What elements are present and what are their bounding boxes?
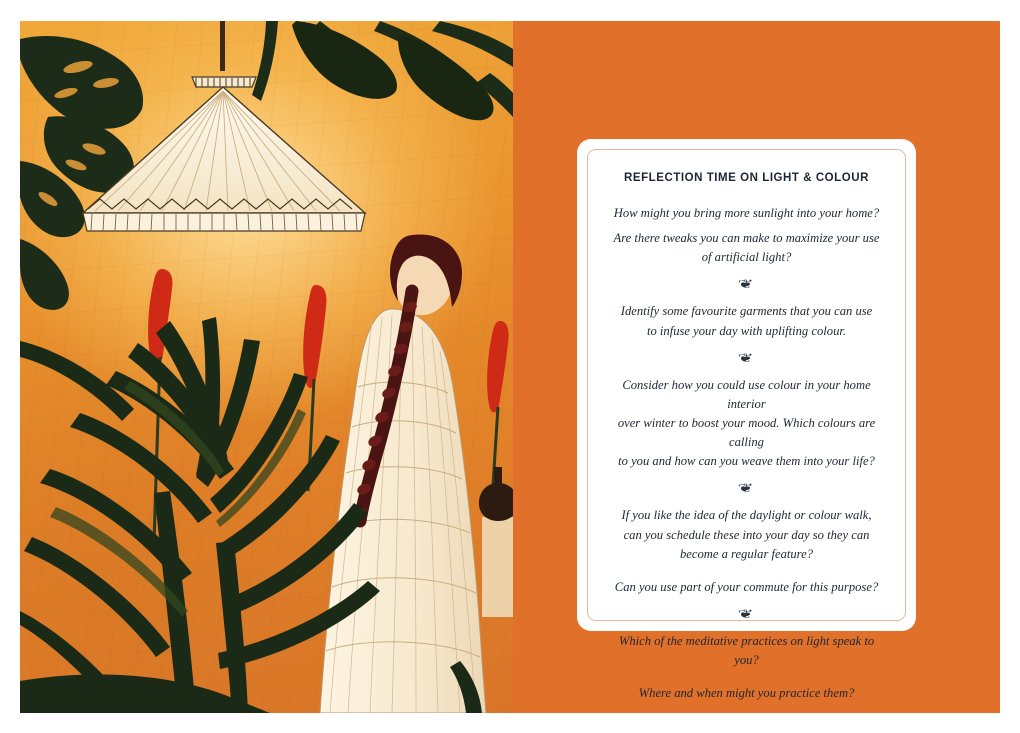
- question-line: Can you use part of your commute for this purpose?: [614, 579, 879, 594]
- question-line: How might you bring more sunlight into your home?: [613, 206, 880, 220]
- question-line: over winter to boost your mood. Which colours are calling: [617, 415, 876, 450]
- question-line: to infuse your day with uplifting colour.: [646, 323, 847, 338]
- card-title: REFLECTION TIME ON LIGHT & COLOUR: [624, 172, 869, 184]
- ornament-glyph: ❦: [737, 606, 756, 621]
- side-table-vase: [479, 467, 513, 617]
- ornament-divider: [604, 278, 889, 290]
- ornament-glyph: ❦: [737, 277, 756, 292]
- ornament-divider: [604, 482, 889, 494]
- question-group-2: [608, 302, 885, 340]
- question-line: become a regular feature?: [679, 546, 813, 561]
- illustration-panel: [20, 21, 513, 713]
- question-line: If you like the idea of the daylight or colour walk,: [621, 508, 872, 523]
- reflection-card-inner: [587, 149, 906, 701]
- spacer: [608, 570, 885, 578]
- spacer: [608, 676, 885, 684]
- ornament-divider: [604, 352, 889, 364]
- woman-figure: [320, 234, 486, 713]
- question-group-5: [608, 632, 885, 703]
- question-line: Where and when might you practice them?: [638, 686, 855, 701]
- question-line: Identify some favourite garments that you can use: [620, 304, 873, 319]
- illustration-artwork: [20, 21, 513, 713]
- ornament-glyph: ❦: [737, 481, 756, 496]
- question-group-3: [608, 376, 885, 472]
- question-line: Are there tweaks you can make to maximize your use: [613, 231, 880, 246]
- question-line: Consider how you could use colour in your home interior: [622, 377, 871, 411]
- question-line: of artificial light?: [701, 250, 792, 265]
- question-group-1: [608, 204, 885, 267]
- question-line: to you and how can you weave them into your life?: [618, 454, 875, 469]
- question-line: can you schedule these into your day so they can: [623, 527, 870, 542]
- question-group-4: [608, 506, 885, 597]
- reflection-card: [577, 139, 916, 701]
- question-line: Which of the meditative practices on light speak to you?: [618, 633, 875, 668]
- ornament-divider: [604, 608, 889, 620]
- ornament-glyph: ❦: [737, 350, 756, 365]
